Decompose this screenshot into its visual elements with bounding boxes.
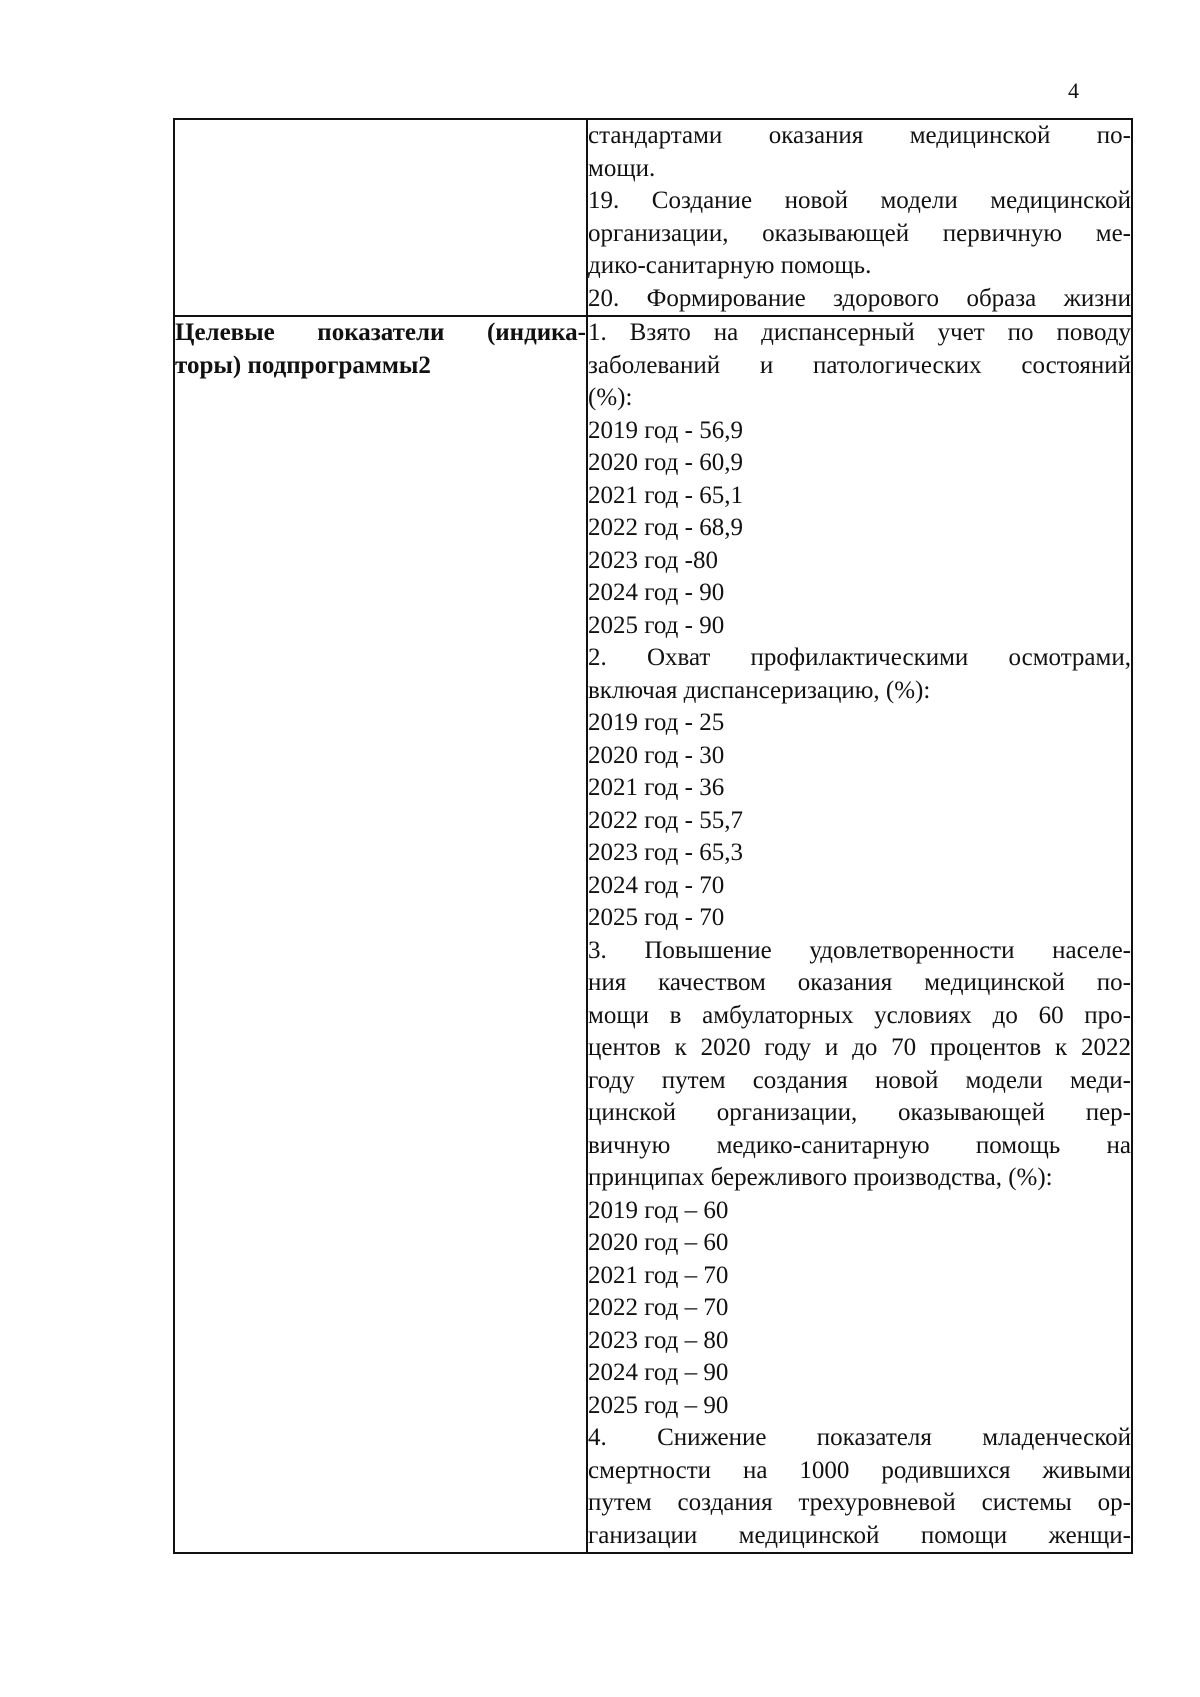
- text-line: 2019 год – 60: [588, 1196, 729, 1224]
- text-line: 2024 год – 90: [588, 1359, 729, 1386]
- indicators-heading: [175, 317, 586, 382]
- text-line: 1. Взято на диспансерный учет по поводу: [588, 319, 1131, 346]
- text-line: дико-санитарную помощь.: [588, 252, 872, 279]
- heading-line: Целевые показатели (индика-: [175, 319, 586, 346]
- text-line: 2020 год - 30: [588, 741, 725, 769]
- text-line: включая диспансеризацию, (%):: [588, 676, 931, 704]
- indicators-text: [588, 317, 1131, 1552]
- text-line: (%):: [588, 384, 633, 411]
- text-line: 4. Снижение показателя младенческой: [588, 1424, 1131, 1451]
- table-cell-indicators: [587, 316, 1132, 1553]
- text-line: путем создания трехуровневой системы ор-: [588, 1489, 1131, 1516]
- heading-line: торы) подпрограммы2: [175, 351, 431, 379]
- text-line: 2020 год – 60: [588, 1229, 729, 1256]
- text-line: 2024 год - 90: [588, 579, 725, 606]
- table-cell-tasks: [587, 119, 1132, 316]
- text-line: заболеваний и патологических состояний: [588, 351, 1131, 379]
- text-line: 2023 год - 65,3: [588, 839, 743, 866]
- text-line: 2020 год - 60,9: [588, 449, 743, 476]
- text-line: 20. Формирование здорового образа жизни: [588, 284, 1131, 312]
- text-line: 2019 год - 25: [588, 709, 725, 736]
- text-line: ния качеством оказания медицинской по-: [588, 969, 1131, 996]
- text-line: мощи.: [588, 154, 656, 182]
- text-line: 2025 год – 90: [588, 1391, 729, 1419]
- text-line: 2022 год - 55,7: [588, 806, 743, 834]
- text-line: организации, оказывающей первичную ме-: [588, 219, 1131, 247]
- text-line: 2024 год - 70: [588, 871, 725, 899]
- text-line: 19. Создание новой модели медицинской: [588, 187, 1131, 214]
- subprogram-passport-table: [173, 118, 1133, 1554]
- text-line: году путем создания новой модели меди-: [588, 1066, 1131, 1094]
- text-line: 2019 год - 56,9: [588, 416, 743, 444]
- text-line: 2023 год -80: [588, 546, 718, 574]
- table-cell-indicators-label: [174, 316, 587, 1553]
- text-line: принципах бережливого производства, (%):: [588, 1164, 1053, 1191]
- text-line: 3. Повышение удовлетворенности населе-: [588, 936, 1131, 964]
- tasks-text: [588, 120, 1131, 315]
- text-line: 2025 год - 70: [588, 904, 725, 931]
- table-row: [174, 316, 1132, 1553]
- text-line: вичную медико-санитарную помощь на: [588, 1131, 1131, 1159]
- text-line: 2. Охват профилактическими осмотрами,: [588, 644, 1131, 671]
- page-number: 4: [1068, 78, 1079, 103]
- text-line: 2021 год - 36: [588, 774, 725, 801]
- text-line: 2022 год – 70: [588, 1294, 729, 1321]
- text-line: цинской организации, оказывающей пер-: [588, 1099, 1131, 1126]
- table-row: [174, 119, 1132, 316]
- text-line: 2021 год – 70: [588, 1261, 729, 1289]
- text-line: центов к 2020 году и до 70 процентов к 2022: [588, 1034, 1131, 1061]
- text-line: смертности на 1000 родившихся живыми: [588, 1456, 1131, 1484]
- text-line: 2025 год - 90: [588, 611, 725, 639]
- text-line: 2021 год - 65,1: [588, 481, 743, 509]
- text-line: стандартами оказания медицинской по-: [588, 122, 1131, 149]
- table-cell-empty: [174, 119, 587, 316]
- text-line: мощи в амбулаторных условиях до 60 про-: [588, 1001, 1131, 1029]
- text-line: ганизации медицинской помощи женщи-: [588, 1521, 1131, 1549]
- text-line: 2022 год - 68,9: [588, 514, 743, 541]
- text-line: 2023 год – 80: [588, 1326, 729, 1354]
